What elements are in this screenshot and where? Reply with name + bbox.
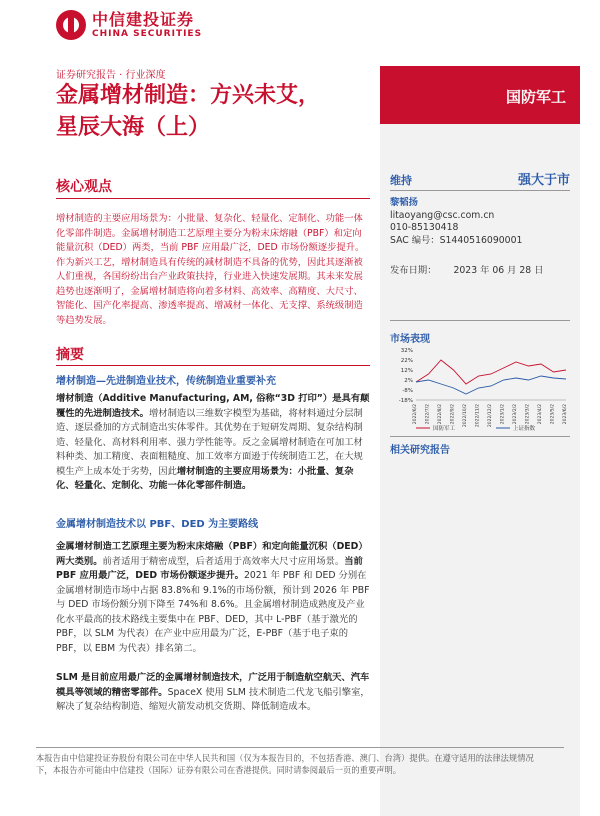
analyst-name: 黎韬扬 xyxy=(390,197,418,208)
series-line-1 xyxy=(416,376,566,394)
p2-text-a: 前者适用于精密成型，后者适用于高效率大尺寸应用场景。 xyxy=(102,555,345,567)
related-divider xyxy=(390,436,570,437)
report-title xyxy=(56,80,366,144)
ytick-label: 2% xyxy=(404,378,413,384)
p3-bold: SLM 是目前应用最广泛的金属增材制造技术，广泛用于制造航空航天、汽车模具等领域的精密零部件。 xyxy=(56,672,370,698)
rating-divider xyxy=(390,190,570,191)
logo-en: CHINA SECURITIES xyxy=(92,28,203,39)
company-logo xyxy=(56,10,202,40)
core-text: 增材制造的主要应用场景为：小批量、复杂化、轻量化、定制化、功能一体化零部件制造。金属增材制造工艺原理主要分为粉末床熔融（PBF）和定向能量沉积（DED）两类，当前 PBF 应用最广泛，DED 市场份额逐步提升。作为新兴工艺，增材制造具有传统的减材制造不具备的优势，因此其逐渐被人们重视，各国纷纷出台产业政策扶持，行业进入快速发展期。其未来发展趋势也逐渐明了，金属增材制造将向着多材料、高效率、高精度、大尺寸、智能化、国产化率提高、渗透率提高、增减材一体化、无支撑、系统级制造等趋势发展。 xyxy=(56,213,365,326)
summary-sub1: 增材制造—先进制造业技术，传统制造业重要补充 xyxy=(56,376,276,387)
sector-label: 国防军工 xyxy=(505,88,566,106)
xtick-label: 2022/7/2 xyxy=(425,404,431,425)
p2-bold: 金属增材制造工艺原理主要为粉末床熔融（PBF）和定向能量沉积（DED）两大类别。 xyxy=(56,541,368,567)
core-heading: 核心观点 xyxy=(56,179,112,195)
analyst-phone: 010-85130418 xyxy=(390,222,459,233)
xtick-label: 2023/2/2 xyxy=(513,404,518,425)
rating-row xyxy=(390,172,570,188)
market-title: 市场表现 xyxy=(390,334,430,345)
logo-cn: 中信建投证券 xyxy=(92,9,195,29)
xtick-label: 2022/10/2 xyxy=(463,404,468,428)
ytick-label: 32% xyxy=(400,348,413,354)
p3-text: SpaceX 使用 SLM 技术制造二代龙飞船引擎室，解决了复杂结构制造、缩短火箭发动机交货期、降低制造成本。 xyxy=(56,686,370,712)
summary-paragraph-3 xyxy=(56,671,370,715)
p2-text-b: 2021 年 PBF 和 DED 分别在金属增材制造市场中占据 83.8%和 9.1%的市场份额，预计到 2026 年 PBF 与 DED 市场份额分别下降至 74%和 8.6%。且金属增材制造成熟度及产业化水平最高的技术路线主要集中在 PBF、DED，其中 L-PBF（基于激光的 PBF，以 SLM 为代表）在产业中应用最为广泛，E-PBF（基于电子束的 PBF，以 EBM 为代表）排名第二。 xyxy=(56,570,370,654)
summary-heading: 摘要 xyxy=(56,347,84,363)
series-line-0 xyxy=(416,360,566,384)
related-title: 相关研究报告 xyxy=(390,445,450,456)
analyst-sac: SAC 编号：S1440516090001 xyxy=(390,234,523,246)
legend-label-1: 上证指数 xyxy=(513,426,536,432)
xtick-label: 2023/5/2 xyxy=(550,404,556,425)
p2-bold2: 当前 PBF 应用最广泛，DED 市场份额逐步提升。 xyxy=(56,555,363,581)
summary-sub2: 金属增材制造技术以 PBF、DED 为主要路线 xyxy=(56,519,259,530)
xtick-label: 2023/3/2 xyxy=(525,404,531,425)
footer-divider xyxy=(36,747,564,748)
p1-text: 增材制造以三维数字模型为基础，将材料通过分层制造、逐层叠加的方式制造出实体零件。其优势在于短研发周期、复杂结构制造、轻量化、高材料利用率、强力学性能等。反之金属增材制造在可加工材料种类、加工精度、表面粗糙度、加工效率方面逊于传统制造工艺，在大规模生产上成本处于劣势，因此 xyxy=(56,407,363,477)
date-label: 发布日期： xyxy=(390,265,437,276)
xtick-label: 2022/8/2 xyxy=(438,404,443,425)
logo-mark-icon xyxy=(56,10,86,40)
xtick-label: 2022/6/2 xyxy=(413,404,418,425)
publish-date xyxy=(390,262,543,276)
legend-label-0: 国防军工 xyxy=(433,426,456,432)
p1-bold: 增材制造（Additive Manufacturing, AM, 俗称“3D 打印”）是具有颠覆性的先进制造技术。 xyxy=(56,393,370,419)
analyst-email[interactable]: litaoyang@csc.com.cn xyxy=(390,209,495,221)
p1-bold2: 增材制造的主要应用场景为：小批量、复杂化、轻量化、定制化、功能一体化零部件制造。 xyxy=(56,465,354,491)
ytick-label: 12% xyxy=(400,368,413,374)
xtick-label: 2023/4/2 xyxy=(538,404,543,425)
summary-divider xyxy=(56,365,370,366)
xtick-label: 2023/6/2 xyxy=(563,404,568,425)
ytick-label: 22% xyxy=(400,358,413,364)
report-series: 证券研究报告 · 行业深度 xyxy=(56,70,166,81)
market-chart xyxy=(390,344,570,434)
core-divider xyxy=(56,198,370,199)
title-line1: 金属增材制造：方兴未艾， xyxy=(56,83,321,108)
summary-paragraph-1 xyxy=(56,392,370,494)
market-divider xyxy=(390,320,570,321)
rating-label: 维持 xyxy=(390,174,412,187)
rating-value: 强大于市 xyxy=(517,173,570,188)
xtick-label: 2023/1/2 xyxy=(500,404,506,425)
ytick-label: -18% xyxy=(398,398,413,404)
date-value: 2023 年 06 月 28 日 xyxy=(453,265,544,276)
summary-paragraph-2 xyxy=(56,540,370,656)
xtick-label: 2022/11/2 xyxy=(475,404,481,428)
analyst-info xyxy=(390,197,570,247)
ytick-label: -8% xyxy=(402,388,413,394)
xtick-label: 2022/9/2 xyxy=(450,404,456,425)
footer-disclaimer xyxy=(36,752,564,776)
sector-banner xyxy=(380,66,580,124)
footer-line1: 本报告由中信建投证券股份有限公司在中华人民共和国（仅为本报告目的，不包括香港、澳门、台湾）提供。在遵守适用的法律法规情况 xyxy=(36,753,534,763)
xtick-label: 2022/12/2 xyxy=(488,404,493,428)
title-line2: 星辰大海（上） xyxy=(56,115,211,140)
footer-line2: 下，本报告亦可能由中信建投（国际）证券有限公司在香港提供。同时请参阅最后一页的重要声明。 xyxy=(36,765,402,775)
